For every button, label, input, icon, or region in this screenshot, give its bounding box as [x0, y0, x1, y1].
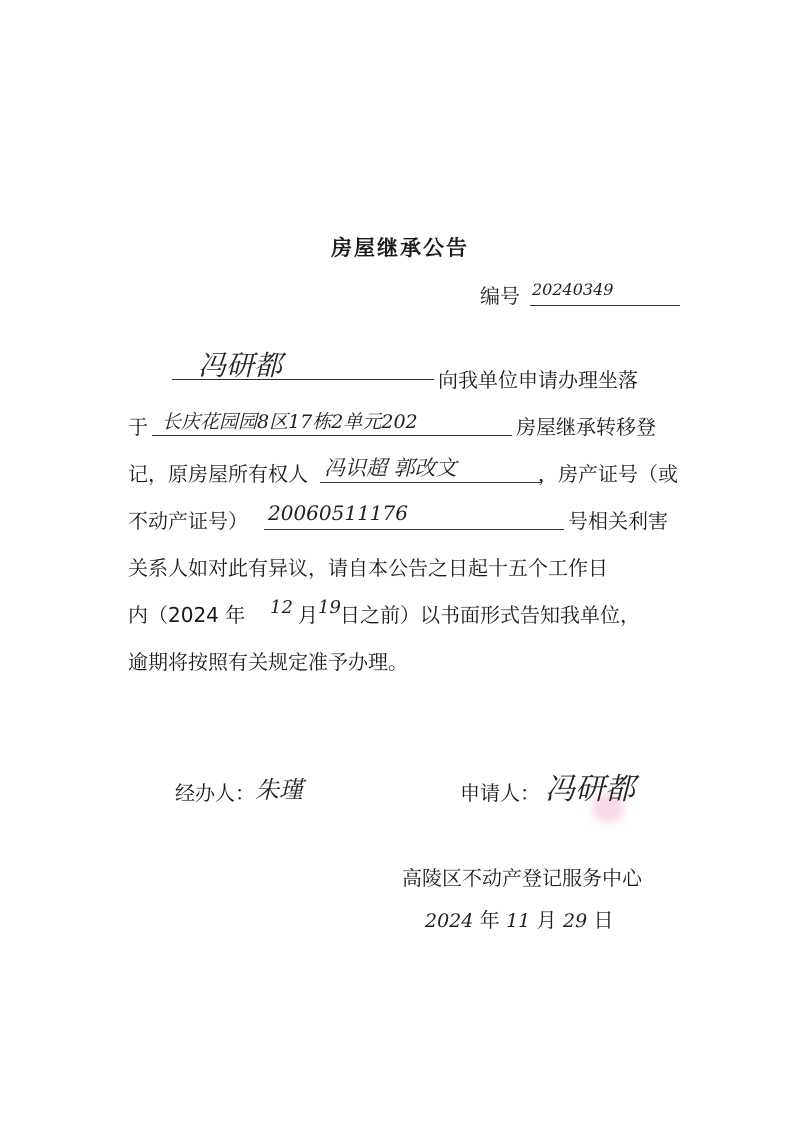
deadline-day-handwritten: 19	[318, 597, 341, 618]
notice-line-1	[128, 349, 688, 399]
notice-line-6	[128, 587, 688, 634]
applicant-label: 申请人：	[460, 781, 540, 805]
handler-signature: 朱瑾	[255, 776, 303, 804]
line-1-text: 向我单位申请办理坐落	[438, 368, 638, 392]
line-4-suffix: 号相关利害	[568, 509, 668, 533]
line-6-part-c: 日之前）以书面形式告知我单位，	[340, 603, 640, 627]
line-2-prefix: 于	[128, 415, 148, 439]
line-2-suffix: 房屋继承转移登	[516, 415, 656, 439]
line-3-suffix: ，房产证号（或	[538, 462, 678, 486]
issue-month-label: 月	[536, 908, 557, 932]
issue-year-handwritten: 2024	[425, 910, 474, 932]
owners-handwritten: 冯识超 郭改文	[324, 456, 457, 480]
certificate-underline	[264, 529, 564, 530]
issue-date	[425, 904, 614, 933]
line-5-text: 关系人如对此有异议，请自本公告之日起十五个工作日	[128, 556, 608, 580]
serial-value: 20240349	[532, 280, 614, 299]
notice-line-3	[128, 446, 688, 493]
applicant-underline	[172, 379, 434, 380]
serial-label: 编号	[480, 284, 520, 308]
issuing-office: 高陵区不动产登记服务中心	[402, 866, 642, 890]
notice-line-7	[128, 634, 688, 681]
deadline-month-handwritten: 12	[270, 597, 293, 618]
applicant-signature: 冯研都	[545, 772, 635, 807]
owners-underline	[320, 482, 542, 483]
line-6-part-a: 内（2024 年	[128, 603, 246, 627]
issue-day-label: 日	[593, 908, 614, 932]
line-6-part-b: 月	[298, 603, 318, 627]
issue-year-label: 年	[479, 908, 500, 932]
issue-month-handwritten: 11	[506, 910, 531, 932]
address-underline	[152, 435, 512, 436]
notice-line-5	[128, 540, 688, 587]
notice-line-4	[128, 493, 688, 540]
notice-body	[128, 349, 688, 681]
certificate-number-handwritten: 20060511176	[268, 501, 408, 525]
notice-line-2	[128, 399, 688, 446]
serial-underline	[530, 305, 680, 306]
issue-day-handwritten: 29	[562, 910, 588, 932]
applicant-name-handwritten: 冯研都	[198, 349, 283, 382]
handler-label: 经办人：	[175, 781, 255, 805]
line-4-prefix: 不动产证号）	[128, 509, 248, 533]
line-7-text: 逾期将按照有关规定准予办理。	[128, 650, 408, 674]
line-3-prefix: 记，原房屋所有权人	[128, 462, 308, 486]
address-handwritten: 长庆花园园8区17栋2单元202	[162, 411, 418, 433]
serial-number	[480, 280, 680, 309]
document-title: 房屋继承公告	[331, 236, 469, 260]
